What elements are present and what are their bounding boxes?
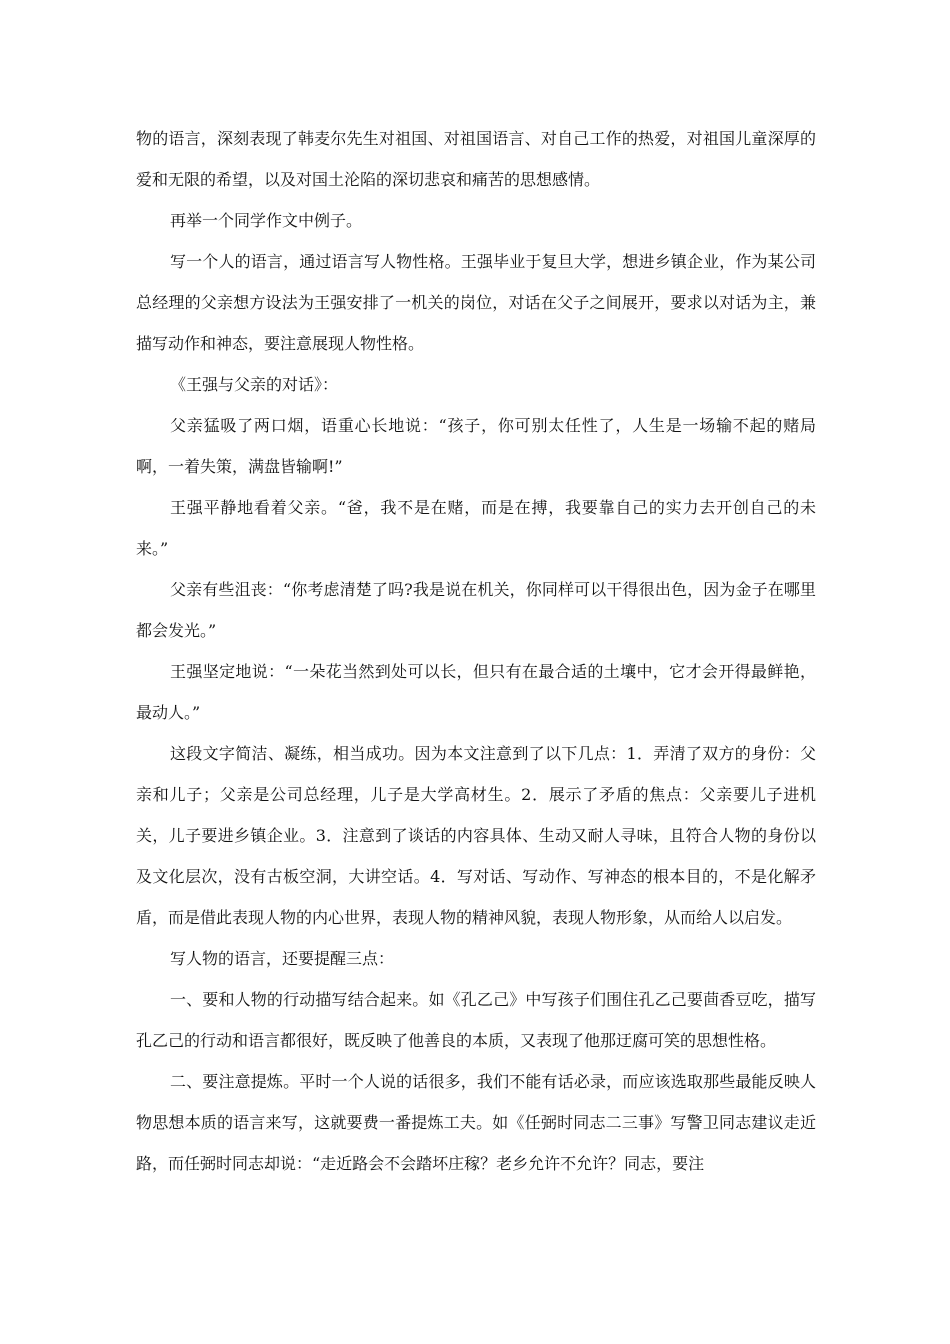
point-paragraph: 二、要注意提炼。平时一个人说的话很多，我们不能有话必录，而应该选取那些最能反映人物思想本质的语言来写，这就要费一番提炼工夫。如《任弼时同志二三事》写警卫同志建议走近路，而任弼时同志却说：“走近路会不会踏坏庄稼？老乡允许不允许？同志，要注: [136, 1072, 816, 1173]
paragraph: 写一个人的语言，通过语言写人物性格。王强毕业于复旦大学，想进乡镇企业，作为某公司总经理的父亲想方设法为王强安排了一机关的岗位，对话在父子之间展开，要求以对话为主，兼描写动作和神态，要注意展现人物性格。: [136, 252, 816, 353]
paragraph: 写人物的语言，还要提醒三点：: [170, 949, 395, 968]
dialogue-paragraph: 王强平静地看着父亲。“爸，我不是在赌，而是在搏，我要靠自己的实力去开创自己的未来。”: [136, 498, 816, 558]
paragraph: 再举一个同学作文中例子。: [170, 211, 363, 230]
paragraph-continuation: 物的语言，深刻表现了韩麦尔先生对祖国、对祖国语言、对自己工作的热爱，对祖国儿童深厚的爱和无限的希望，以及对国土沦陷的深切悲哀和痛苦的思想感情。: [136, 129, 816, 189]
analysis-paragraph: 这段文字简洁、凝练，相当成功。因为本文注意到了以下几点：1．弄清了双方的身份：父亲和儿子；父亲是公司总经理，儿子是大学高材生。2．展示了矛盾的焦点：父亲要儿子进机关，儿子要进乡镇企业。3．注意到了谈话的内容具体、生动又耐人寻味，且符合人物的身份以及文化层次，没有古板空洞，大讲空话。4．写对话、写动作、写神态的根本目的，不是化解矛盾，而是借此表现人物的内心世界，表现人物的精神风貌，表现人物形象，从而给人以启发。: [136, 744, 816, 927]
document-body: [136, 118, 816, 1184]
dialogue-paragraph: 父亲猛吸了两口烟，语重心长地说：“孩子，你可别太任性了，人生是一场输不起的赌局啊，一着失策，满盘皆输啊!”: [136, 416, 816, 476]
essay-title: 《王强与父亲的对话》：: [170, 375, 339, 394]
point-paragraph: 一、要和人物的行动描写结合起来。如《孔乙己》中写孩子们围住孔乙己要茴香豆吃，描写孔乙己的行动和语言都很好，既反映了他善良的本质，又表现了他那迂腐可笑的思想性格。: [136, 990, 816, 1050]
dialogue-paragraph: 父亲有些沮丧：“你考虑清楚了吗?我是说在机关，你同样可以干得很出色，因为金子在哪里都会发光。”: [136, 580, 816, 640]
dialogue-paragraph: 王强坚定地说：“一朵花当然到处可以长，但只有在最合适的土壤中，它才会开得最鲜艳，最动人。”: [136, 662, 816, 722]
